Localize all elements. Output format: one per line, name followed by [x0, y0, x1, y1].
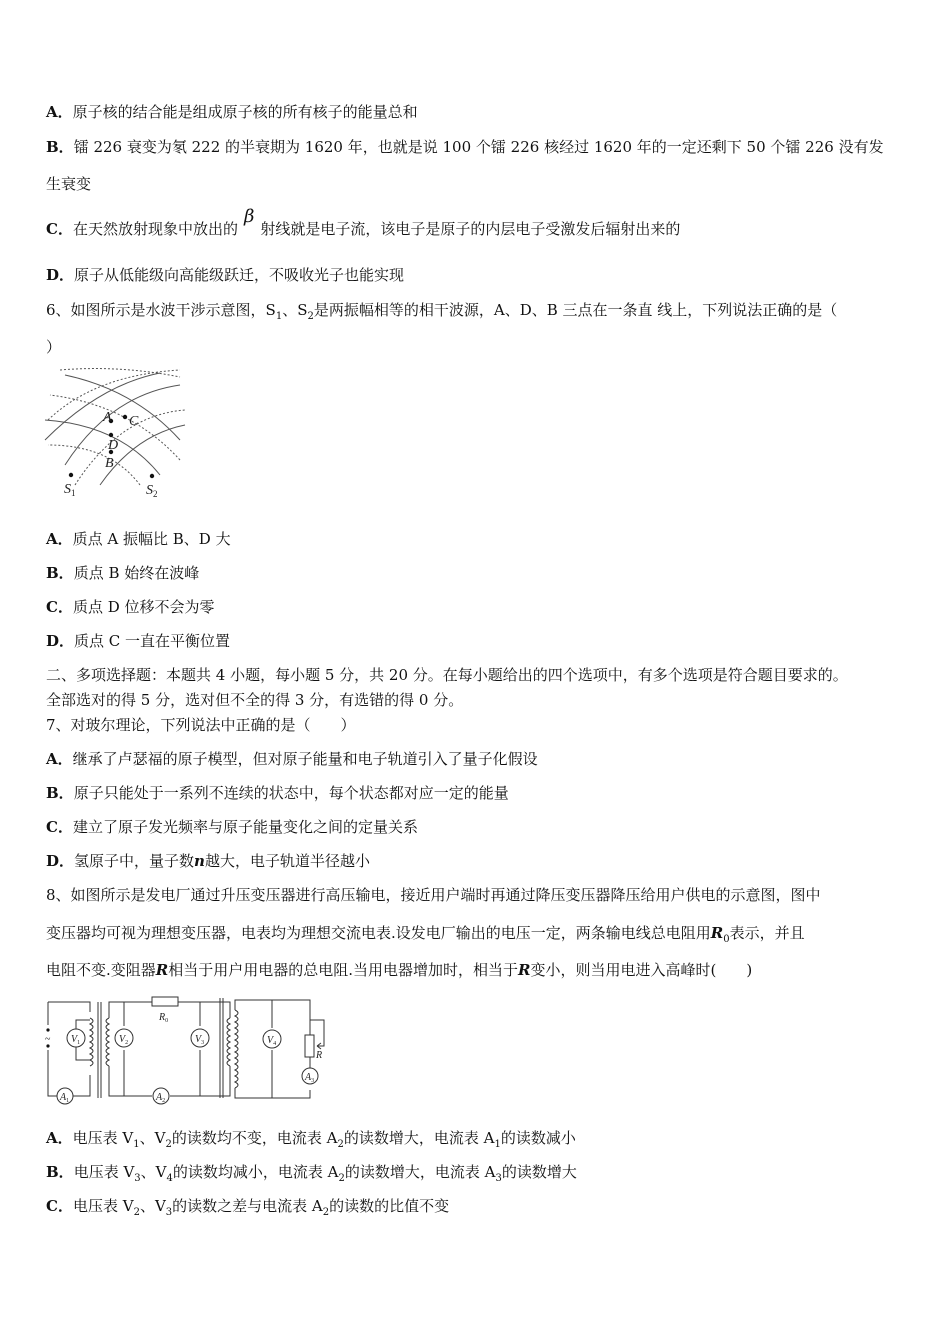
subscript: 1 — [133, 1139, 140, 1150]
subscript: 2 — [307, 311, 314, 322]
option-label: A． — [46, 530, 73, 548]
option-text: 镭 226 衰变为氡 222 的半衰期为 1620 年，也就是说 100 个镭 226 核经过 1620 年的一定还剩下 50 个镭 226 没有发 — [73, 138, 884, 156]
option-text: 的读数的比值不变 — [329, 1197, 450, 1215]
option-text: 电压表 V — [72, 1129, 134, 1147]
q5-option-c — [46, 206, 681, 239]
q8-option-c — [46, 1196, 449, 1223]
option-label: A． — [46, 103, 73, 121]
option-text: 射线就是电子流，该电子是原子的内层电子受激发后辐射出来的 — [260, 220, 681, 238]
q8-text: 表示，并且 — [729, 924, 805, 942]
option-label: D． — [46, 632, 75, 650]
label-a1: $A_1$ — [60, 1092, 70, 1104]
subscript: 2 — [322, 1207, 330, 1218]
option-text: 的读数增大，电流表 A — [343, 1129, 495, 1147]
option-text: 越大，电子轨道半径越小 — [204, 852, 370, 870]
variable-r: R — [518, 961, 531, 979]
option-text: 的读数均不变，电流表 A — [171, 1129, 338, 1147]
label-v4: $V_4$ — [267, 1035, 277, 1047]
point-c — [123, 415, 127, 419]
terminal — [46, 1028, 49, 1031]
subscript: 1 — [494, 1139, 501, 1150]
q6-stem-text: 、S — [282, 301, 308, 319]
q5-option-a — [46, 102, 418, 122]
option-text: 氢原子中，量子数 — [74, 852, 195, 870]
q6-option-b — [46, 563, 199, 583]
option-label: C． — [46, 220, 73, 238]
option-text: 电压表 V — [72, 1197, 134, 1215]
variable-n: n — [194, 852, 205, 870]
q6-option-d — [46, 631, 230, 651]
q5-option-b-continued — [46, 174, 91, 194]
option-text: 、V — [139, 1129, 166, 1147]
option-text: 在天然放射现象中放出的 — [72, 220, 238, 238]
label-d: D — [108, 438, 119, 453]
q7-option-a — [46, 749, 538, 769]
label-r: R — [316, 1050, 323, 1061]
label-a2: $A_2$ — [156, 1092, 166, 1104]
subscript: 3 — [134, 1173, 141, 1184]
q6-stem-text: ） — [46, 338, 62, 356]
variable-r0: R — [710, 924, 724, 942]
label-a3: $A_3$ — [305, 1072, 315, 1084]
subscript: 2 — [337, 1139, 344, 1150]
option-label: B． — [46, 784, 74, 802]
q8-option-a — [46, 1128, 576, 1155]
label-c: C — [129, 414, 139, 429]
q6-stem-text: 是两振幅相等的相干波源，A、D、B 三点在一条直 线上，下列说法正确的是（ — [313, 301, 838, 319]
option-label: B． — [46, 564, 74, 582]
beta-symbol: β — [243, 206, 255, 227]
q8-text: 变压器均可视为理想变压器，电表均为理想交流电表.设发电厂输出的电压一定，两条输电线总电阻用 — [46, 924, 711, 942]
option-label: C． — [46, 1197, 73, 1215]
option-label: B． — [46, 138, 74, 156]
option-label: D． — [46, 852, 75, 870]
q8-text: 电阻不变.变阻器 — [46, 961, 156, 979]
option-text: 的读数增大，电流表 A — [344, 1163, 496, 1181]
transmission-circuit-diagram — [40, 990, 340, 1112]
q6-stem-close — [46, 337, 61, 357]
option-label: B． — [46, 1163, 74, 1181]
label-v1: $V_1$ — [71, 1034, 81, 1046]
q6-stem-text: 6、如图所示是水波干涉示意图，S — [46, 301, 276, 319]
option-text: 质点 A 振幅比 B、D 大 — [72, 530, 231, 548]
subscript: 2 — [133, 1207, 140, 1218]
q5-option-d — [46, 265, 404, 285]
option-text: 的读数之差与电流表 A — [172, 1197, 323, 1215]
option-text: 质点 C 一直在平衡位置 — [74, 632, 231, 650]
option-text: 、V — [140, 1163, 167, 1181]
option-label: A． — [46, 750, 73, 768]
label-s1: $S_1$ — [64, 482, 76, 498]
q8-stem-line3 — [46, 960, 752, 980]
q6-stem — [46, 300, 837, 327]
subscript: 2 — [338, 1173, 345, 1184]
option-label: A． — [46, 1129, 73, 1147]
subscript: 2 — [165, 1139, 172, 1150]
q7-stem: 7、对玻尔理论，下列说法中正确的是（ ） — [46, 716, 356, 734]
subscript: 4 — [166, 1173, 173, 1184]
q8-stem-line2 — [46, 923, 805, 950]
subscript: 3 — [165, 1207, 173, 1218]
option-text: 继承了卢瑟福的原子模型，但对原子能量和电子轨道引入了量子化假设 — [72, 750, 538, 768]
q8-text: 相当于用户用电器的总电阻.当用电器增加时，相当于 — [168, 961, 519, 979]
subscript: 3 — [495, 1173, 502, 1184]
option-text: 原子只能处于一系列不连续的状态中，每个状态都对应一定的能量 — [73, 784, 509, 802]
q8-option-b — [46, 1162, 577, 1189]
q7-option-c — [46, 817, 418, 837]
q6-option-a — [46, 529, 231, 549]
label-b: B — [105, 456, 114, 471]
option-text: 的读数增大 — [501, 1163, 577, 1181]
label-r0: $R_0$ — [159, 1012, 169, 1024]
label-v3: $V_3$ — [195, 1034, 205, 1046]
option-label: C． — [46, 818, 73, 836]
option-text: 原子核的结合能是组成原子核的所有核子的能量总和 — [72, 103, 418, 121]
option-text: 建立了原子发光频率与原子能量变化之间的定量关系 — [72, 818, 418, 836]
q7-option-d — [46, 851, 370, 871]
option-text: 、V — [139, 1197, 166, 1215]
subscript: 1 — [275, 311, 283, 322]
wave-interference-figure — [40, 365, 190, 505]
option-label: D． — [46, 266, 75, 284]
option-label: C． — [46, 598, 73, 616]
q5-option-b — [46, 137, 884, 157]
section2-heading-cont: 全部选对的得 5 分，选对但不全的得 3 分，有选错的得 0 分。 — [46, 691, 464, 709]
ac-source-symbol: ~ — [45, 1034, 51, 1045]
option-text: 电压表 V — [73, 1163, 135, 1181]
option-text: 的读数减小 — [500, 1129, 576, 1147]
variable-r: R — [155, 961, 169, 979]
q8-text: 变小，则当用电进入高峰时( ) — [530, 961, 753, 979]
subscript: 0 — [723, 934, 730, 945]
option-text: 质点 D 位移不会为零 — [72, 598, 215, 616]
option-text: 原子从低能级向高能级跃迁，不吸收光子也能实现 — [74, 266, 405, 284]
source-s2 — [150, 474, 154, 478]
option-text: 的读数均减小，电流表 A — [172, 1163, 339, 1181]
q6-option-c — [46, 597, 215, 617]
option-text: 生衰变 — [46, 175, 92, 193]
q8-stem-line1: 8、如图所示是发电厂通过升压变压器进行高压输电，接近用户端时再通过降压变压器降压给用户供电的示意图，图中 — [46, 886, 821, 904]
q7-option-b — [46, 783, 509, 803]
option-text: 质点 B 始终在波峰 — [73, 564, 200, 582]
section2-heading: 二、多项选择题：本题共 4 小题，每小题 5 分，共 20 分。在每小题给出的四个选项中，有多个选项是符合题目要求的。 — [46, 666, 848, 684]
point-d — [109, 433, 113, 437]
label-a: A — [103, 410, 112, 425]
label-s2: $S_2$ — [146, 483, 158, 499]
source-s1 — [69, 473, 73, 477]
label-v2: $V_2$ — [119, 1034, 129, 1046]
